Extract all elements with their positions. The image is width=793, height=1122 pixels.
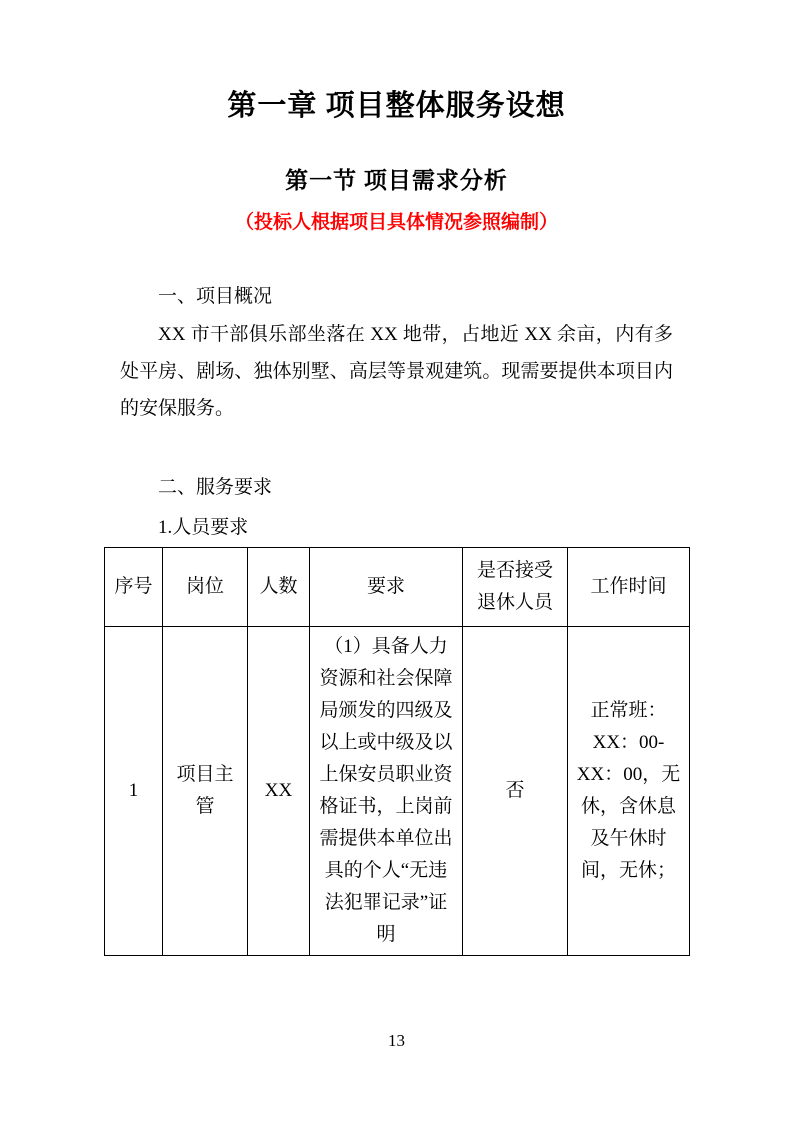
cell-requirement: （1）具备人力资源和社会保障局颁发的四级及以上或中级及以上保安员职业资格证书，上岗前需提供本单位出具的个人“无违法犯罪记录”证明 — [310, 627, 463, 956]
header-post: 岗位 — [163, 548, 248, 627]
cell-post: 项目主管 — [163, 627, 248, 956]
text-block — [104, 282, 689, 543]
page-number: 13 — [388, 1031, 405, 1050]
chapter-title: 第一章 项目整体服务设想 — [227, 90, 566, 122]
heading-service-requirements: 二、服务要求 — [158, 477, 273, 498]
table-row — [105, 627, 690, 956]
cell-count: XX — [248, 627, 310, 956]
personnel-requirements-table — [104, 547, 690, 956]
cell-seq: 1 — [105, 627, 163, 956]
section-title: 第一节 项目需求分析 — [285, 168, 508, 193]
subheading-personnel-requirements: 1.人员要求 — [158, 517, 249, 538]
header-count: 人数 — [248, 548, 310, 627]
cell-accept-retired: 否 — [463, 627, 568, 956]
header-seq: 序号 — [105, 548, 163, 627]
paragraph-project-overview: XX 市干部俱乐部坐落在 XX 地带，占地近 XX 余亩，内有多处平房、剧场、独体别墅、高层等景观建筑。现需要提供本项目内的安保服务。 — [120, 324, 673, 419]
red-note: （投标人根据项目具体情况参照编制） — [234, 212, 558, 233]
header-work-time: 工作时间 — [568, 548, 690, 627]
header-requirement: 要求 — [310, 548, 463, 627]
cell-work-time: 正常班：XX：00-XX：00，无休，含休息及午休时间，无休； — [568, 627, 690, 956]
table-header-row — [105, 548, 690, 627]
header-accept-retired: 是否接受退休人员 — [463, 548, 568, 627]
heading-project-overview: 一、项目概况 — [158, 286, 273, 307]
